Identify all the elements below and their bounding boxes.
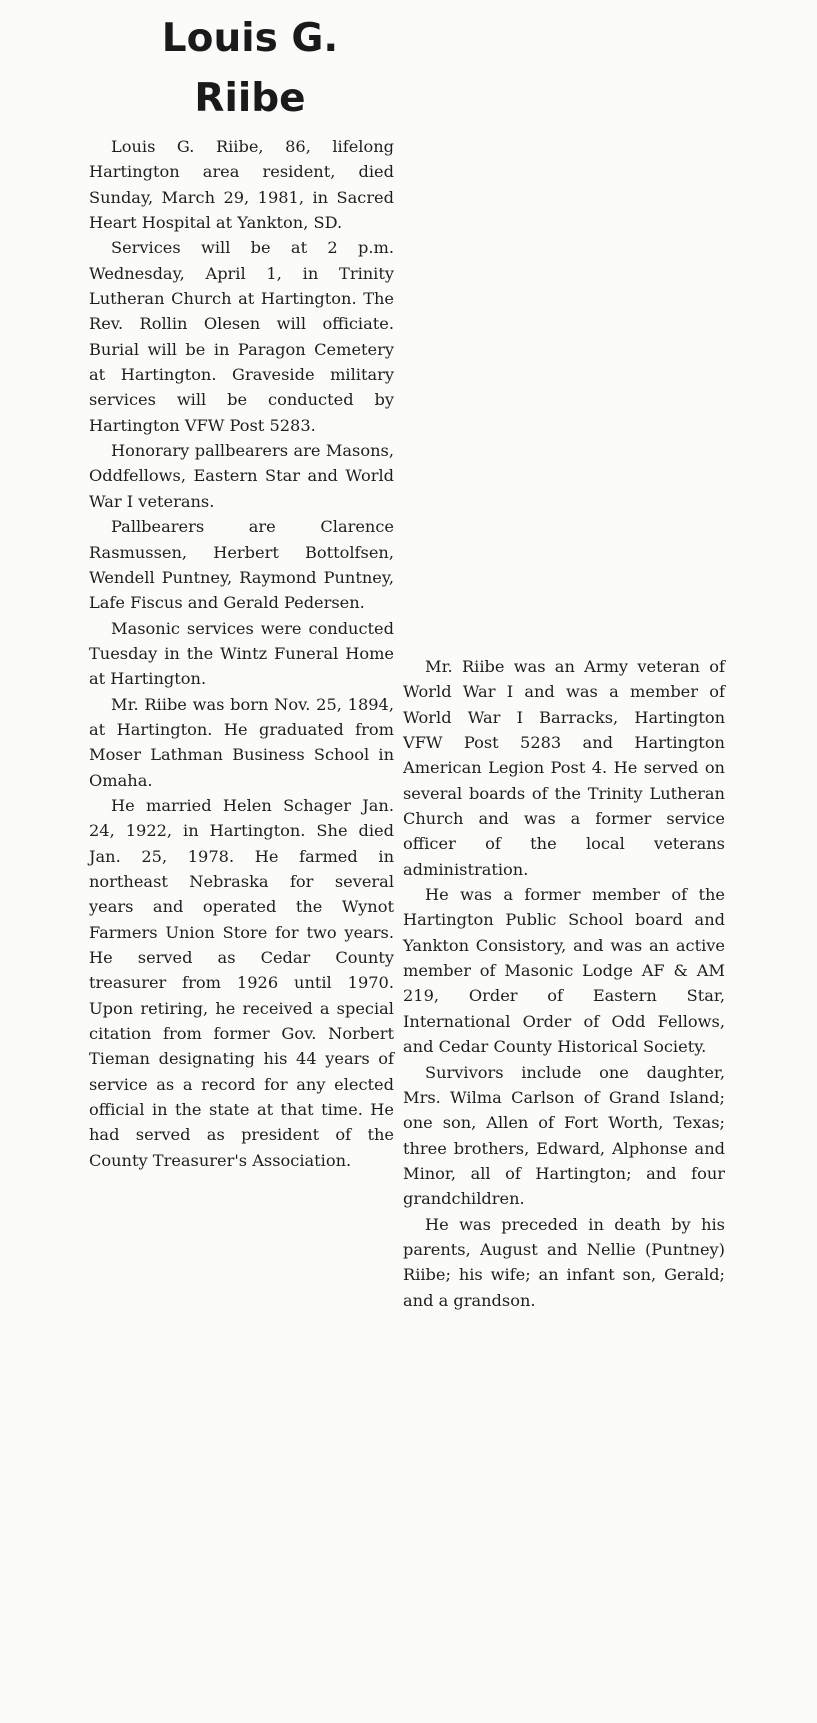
- paragraph: Mr. Riibe was an Army veteran of World War I and was a member of World War I Barracks, Hartington VFW Post 5283 and Hartington American Legion Post 4. He served on several boards of the Trinity Lutheran Church and was a former service officer of the local veterans administration.: [403, 657, 725, 879]
- headline-line-1: Louis G.: [161, 16, 339, 61]
- paragraph: Honorary pallbearers are Masons, Oddfellows, Eastern Star and World War I veterans.: [89, 441, 394, 511]
- headline-line-2: Riibe: [194, 76, 306, 121]
- paragraph: Survivors include one daughter, Mrs. Wilma Carlson of Grand Island; one son, Allen of Fort Worth, Texas; three brothers, Edward, Alphonse and Minor, all of Hartington; and four grandchildren.: [403, 1062, 725, 1209]
- paragraph: Louis G. Riibe, 86, lifelong Hartington area resident, died Sunday, March 29, 1981, in Sacred Heart Hospital at Yankton, SD.: [89, 137, 394, 233]
- paragraph: Services will be at 2 p.m. Wednesday, April 1, in Trinity Lutheran Church at Hartington. The Rev. Rollin Olesen will officiate. Burial will be in Paragon Cemetery at Hartington. Graveside military services will be conducted by Hartington VFW Post 5283.: [89, 238, 394, 435]
- right-column: [403, 654, 725, 1313]
- paragraph: Mr. Riibe was born Nov. 25, 1894, at Hartington. He graduated from Moser Lathman Business School in Omaha.: [89, 694, 394, 790]
- paragraph: He married Helen Schager Jan. 24, 1922, in Hartington. She died Jan. 25, 1978. He farmed in northeast Nebraska for several years and operated the Wynot Farmers Union Store for two years. He served as Cedar County treasurer from 1926 until 1970. Upon retiring, he received a special citation from former Gov. Norbert Tieman designating his 44 years of service as a record for any elected official in the state at that time. He had served as president of the County Treasurer's Association.: [89, 795, 394, 1170]
- paragraph: Pallbearers are Clarence Rasmussen, Herbert Bottolfsen, Wendell Puntney, Raymond Puntney, Lafe Fiscus and Gerald Pedersen.: [89, 517, 394, 613]
- paragraph: He was preceded in death by his parents, August and Nellie (Puntney) Riibe; his wife; an infant son, Gerald; and a grandson.: [403, 1214, 725, 1310]
- left-column: [89, 134, 394, 1173]
- paragraph: He was a former member of the Hartington Public School board and Yankton Consistory, and was an active member of Masonic Lodge AF & AM 219, Order of Eastern Star, International Order of Odd Fellows, and Cedar County Historical Society.: [403, 885, 725, 1057]
- paragraph: Masonic services were conducted Tuesday in the Wintz Funeral Home at Hartington.: [89, 618, 394, 689]
